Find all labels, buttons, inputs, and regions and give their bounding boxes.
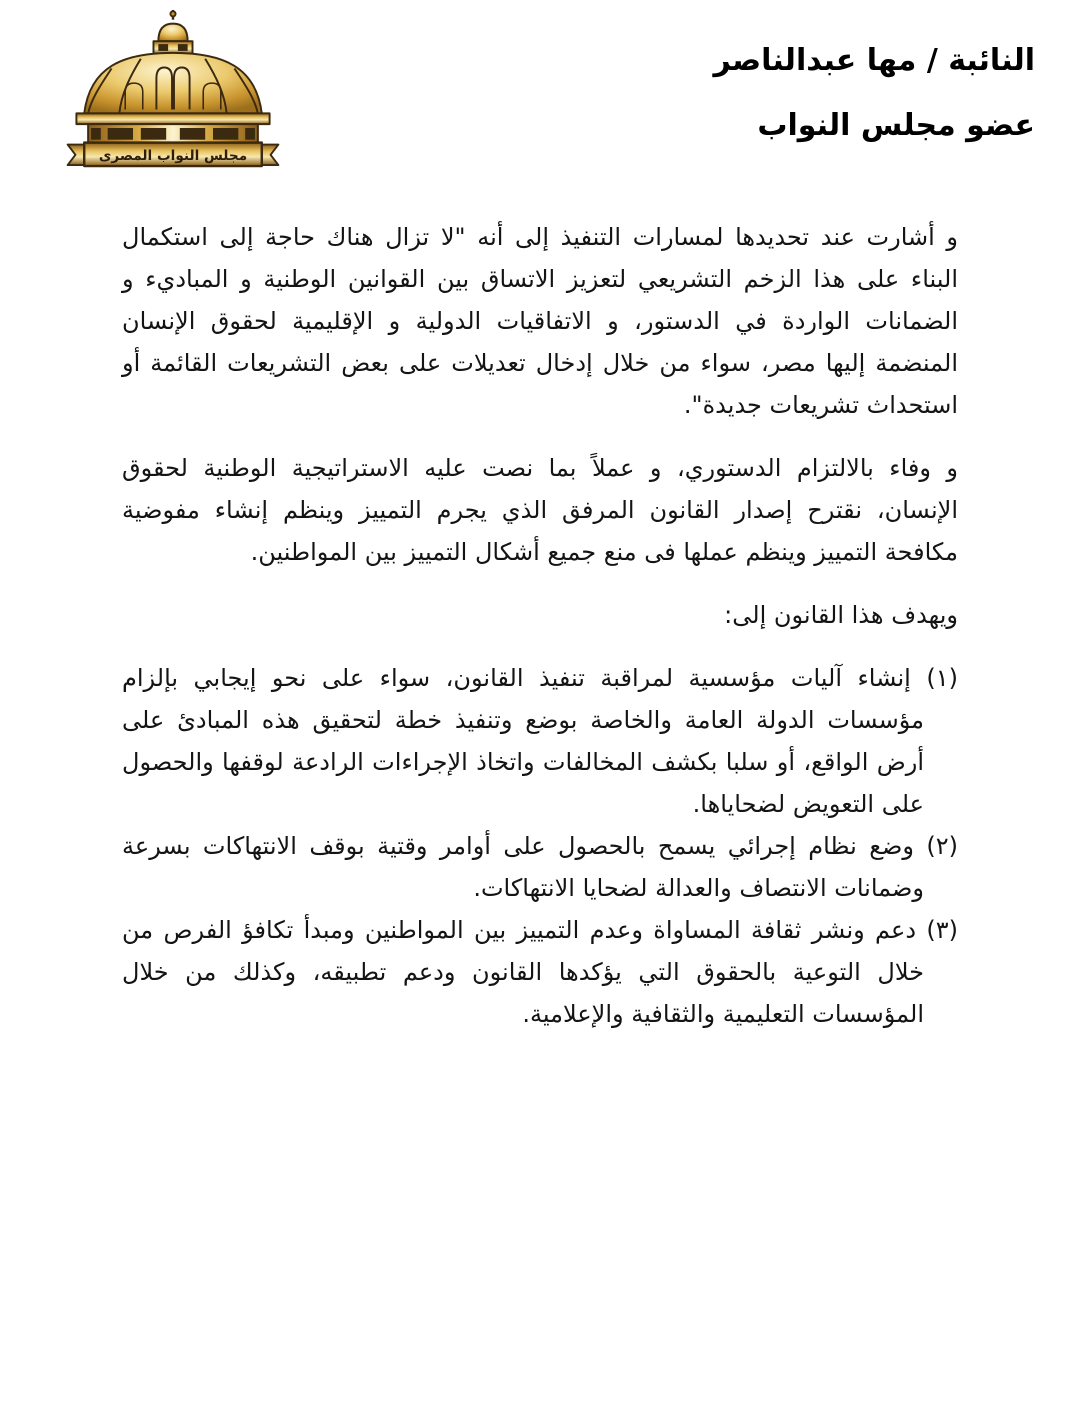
parliament-dome-icon [56, 8, 290, 168]
logo-banner-text: مجلس النواب المصرى [98, 148, 248, 165]
goal-item-1-number: (١) [926, 664, 958, 692]
goals-list [122, 657, 958, 1035]
header-text-block [714, 44, 1035, 143]
mp-name: النائبة / مها عبدالناصر [713, 43, 1035, 78]
letterhead [0, 0, 1080, 172]
goal-item-2 [122, 825, 958, 909]
goals-heading: ويهدف هذا القانون إلى: [724, 601, 958, 629]
goal-item-3 [122, 909, 958, 1035]
parliament-logo [56, 8, 290, 168]
goal-item-1 [122, 657, 958, 825]
paragraph-law-proposal: و وفاء بالالتزام الدستوري، و عملاً بما نصت عليه الاستراتيجية الوطنية لحقوق الإنسان، نقترح إصدار القانون المرفق الذي يجرم التمييز وينظم إنشاء مفوضية مكافحة التمييز وينظم عملها فى منع جميع أشكال التمييز بين المواطنين. [122, 454, 958, 566]
goal-item-3-number: (٣) [926, 916, 958, 944]
goal-item-3-text: دعم ونشر ثقافة المساواة وعدم التمييز بين المواطنين ومبدأ تكافؤ الفرص من خلال التوعية بالحقوق التي يؤكدها القانون ودعم تطبيقه، وكذلك من خلال المؤسسات التعليمية والثقافية والإعلامية. [122, 916, 924, 1028]
goal-item-2-text: وضع نظام إجرائي يسمح بالحصول على أوامر وقتية بوقف الانتهاكات بسرعة وضمانات الانتصاف والعدالة لضحايا الانتهاكات. [122, 832, 924, 902]
goal-item-1-text: إنشاء آليات مؤسسية لمراقبة تنفيذ القانون، سواء على نحو إيجابي بإلزام مؤسسات الدولة العامة والخاصة بوضع وتنفيذ خطة لتحقيق هذه المبادئ على أرض الواقع، أو سلبا بكشف المخالفات واتخاذ الإجراءات الرادعة لوقفها والحصول على التعويض لضحاياها. [122, 664, 924, 818]
document-body [122, 216, 958, 1035]
goal-item-2-number: (٢) [926, 832, 958, 860]
paragraph-implementation-paths: و أشارت عند تحديدها لمسارات التنفيذ إلى أنه "لا تزال هناك حاجة إلى استكمال البناء على هذا الزخم التشريعي لتعزيز الاتساق بين القوانين الوطنية و المباديء و الضمانات الواردة في الدستور، و الاتفاقيات الدولية و الإقليمية لحقوق الإنسان المنضمة إليها مصر، سواء من خلال إدخال تعديلات على بعض التشريعات القائمة أو استحداث تشريعات جديدة". [122, 223, 958, 419]
mp-role: عضو مجلس النواب [757, 108, 1035, 143]
